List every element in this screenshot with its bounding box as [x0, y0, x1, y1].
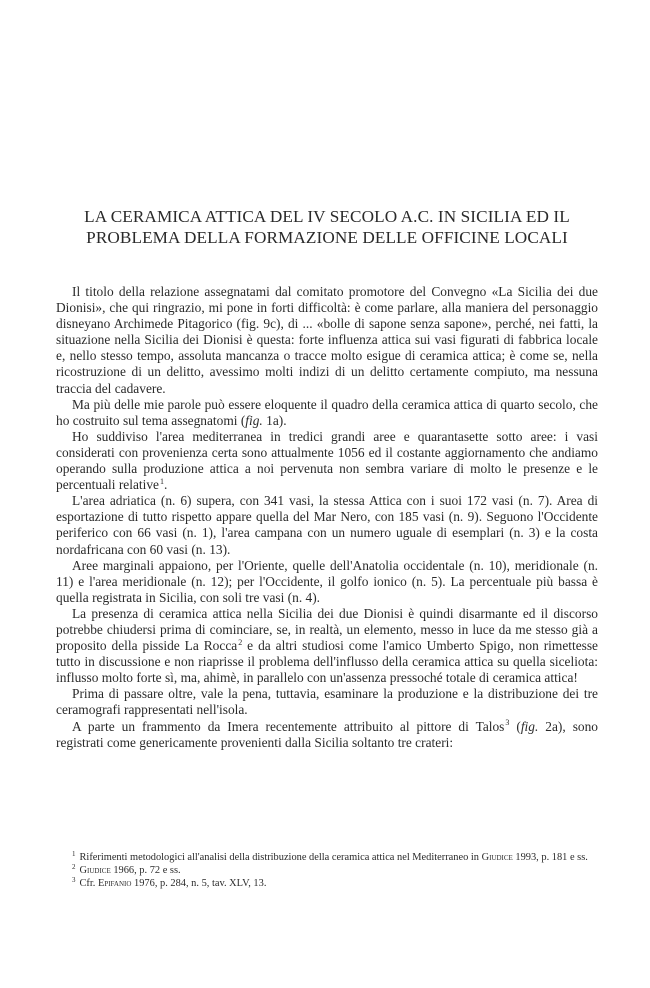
text-run: Ho suddiviso l'area mediterranea in tredici grandi aree e quarantasette sotto aree: i vasi considerati con provenienza certa sono attualmente 1056 ed il costante aggiornamento che andiamo operando sulla produzione attica a noi pervenuta non sembra variare di molto le presenze e le percentuali relative — [56, 428, 598, 493]
text-run: Prima di passare oltre, vale la pena, tuttavia, esaminare la produzione e la distribuzione dei tre ceramografi rappresentati nell'isola. — [56, 686, 598, 718]
footnote-mark: 3 — [72, 875, 76, 884]
text-run: 2a), sono registrati come genericamente provenienti dalla Sicilia soltanto tre crateri: — [56, 718, 598, 750]
text-run: 1966, p. 72 e ss. — [110, 865, 181, 877]
text-run: e da altri studiosi come l'amico Umberto Spigo, non rimettesse tutto in discussione e non riaprisse il problema dell'influsso della ceramica attica su quella siceliota: influsso molto forte sì, ma, ahimè, in parallelo con un'assenza pressoché totale di ceramica attica! — [56, 638, 599, 686]
paragraph — [56, 558, 598, 606]
article-title — [56, 206, 598, 248]
footnote-ref: 2 — [238, 637, 243, 647]
text-run: Cfr. — [79, 878, 98, 890]
author-name: Giudice — [79, 865, 111, 877]
text-run: 1976, p. 284, n. 5, tav. XLV, 13. — [131, 878, 267, 890]
text-run: Il titolo della relazione assegnatami dal comitato promotore del Convegno «La Sicilia dei due Dionisi», che qui ringrazio, mi pone in forti difficoltà: è come parlare, alla maniera del personaggio disneyano Archimede Pitagorico (fig. 9c), di ... «bolle di sapone senza sapone», perché, nei fatti, la situazione nella Sicilia dei Dionisi è questa: forte influenza attica sui vasi figurati di fabbrica locale e, nello stesso tempo, assoluta mancanza o tracce molto esigue di ceramica attica; è come se, nella ricostruzione di un delitto, avessimo molti indizi di un delitto certamente compiuto, ma nessuna traccia del cadavere. — [56, 284, 598, 396]
text-run: Riferimenti metodologici all'analisi della distribuzione della ceramica attica nel Mediterraneo in — [79, 852, 482, 863]
text-run: Ma più delle mie parole può essere eloquente il quadro della ceramica attica di quarto secolo, che ho costruito sul tema assegnatomi ( — [56, 396, 598, 428]
text-run: 1993, p. 181 e ss. — [512, 852, 588, 863]
footnote-mark: 2 — [72, 862, 76, 871]
paragraph — [56, 397, 598, 429]
text-run: La presenza di ceramica attica nella Sicilia dei due Dionisi è quindi disarmante ed il discorso potrebbe chiudersi prima di cominciare, se, in realtà, un elemento, messo in luce da me stesso già a proposito della pisside La Rocca — [56, 605, 598, 654]
author-name: Epifanio — [97, 878, 132, 890]
text-run: . — [163, 477, 168, 493]
title-line-1: LA CERAMICA ATTICA DEL IV SECOLO A.C. IN SICILIA ED IL — [84, 207, 570, 226]
footnote-ref: 1 — [159, 476, 164, 486]
paragraph — [56, 493, 598, 557]
title-line-2: PROBLEMA DELLA FORMAZIONE DELLE OFFICINE LOCALI — [86, 228, 568, 247]
paragraph — [56, 284, 598, 397]
italic-text: fig. — [245, 412, 263, 428]
text-run: Aree marginali appaiono, per l'Oriente, quelle dell'Anatolia occidentale (n. 10), meridionale (n. 11) e l'area meridionale (n. 12); per l'Occidente, il golfo ionico (n. 5). La percentuale più bassa è quella registrata in Sicilia, con soli tre vasi (n. 4). — [56, 557, 598, 605]
text-run: A parte un frammento da Imera recentemente attribuito al pittore di Talos — [72, 718, 505, 734]
paragraph — [56, 719, 598, 751]
text-run: ( — [509, 718, 521, 734]
text-run: L'area adriatica (n. 6) supera, con 341 vasi, la stessa Attica con i suoi 172 vasi (n. 7). Area di esportazione di tutto rispetto appare quella del Mar Nero, con 185 vasi (n. 9). Seguono l'Occidente periferico con 66 vasi (n. 1), l'area campana con un numero uguale di esemplari (n. 3) e la costa nordafricana con 60 vasi (n. 13). — [56, 493, 598, 557]
paragraph — [56, 686, 598, 718]
footnote — [56, 877, 598, 890]
footnote — [56, 864, 598, 877]
text-run: 1a). — [262, 412, 287, 428]
footnote-mark: 1 — [72, 849, 76, 858]
paragraph — [56, 429, 598, 493]
paragraph — [56, 606, 598, 686]
footnote-ref: 3 — [505, 718, 510, 728]
author-name: Giudice — [481, 852, 513, 863]
article-body — [56, 284, 598, 751]
italic-text: fig. — [520, 718, 539, 734]
footnote — [56, 851, 598, 864]
footnotes — [56, 851, 598, 891]
